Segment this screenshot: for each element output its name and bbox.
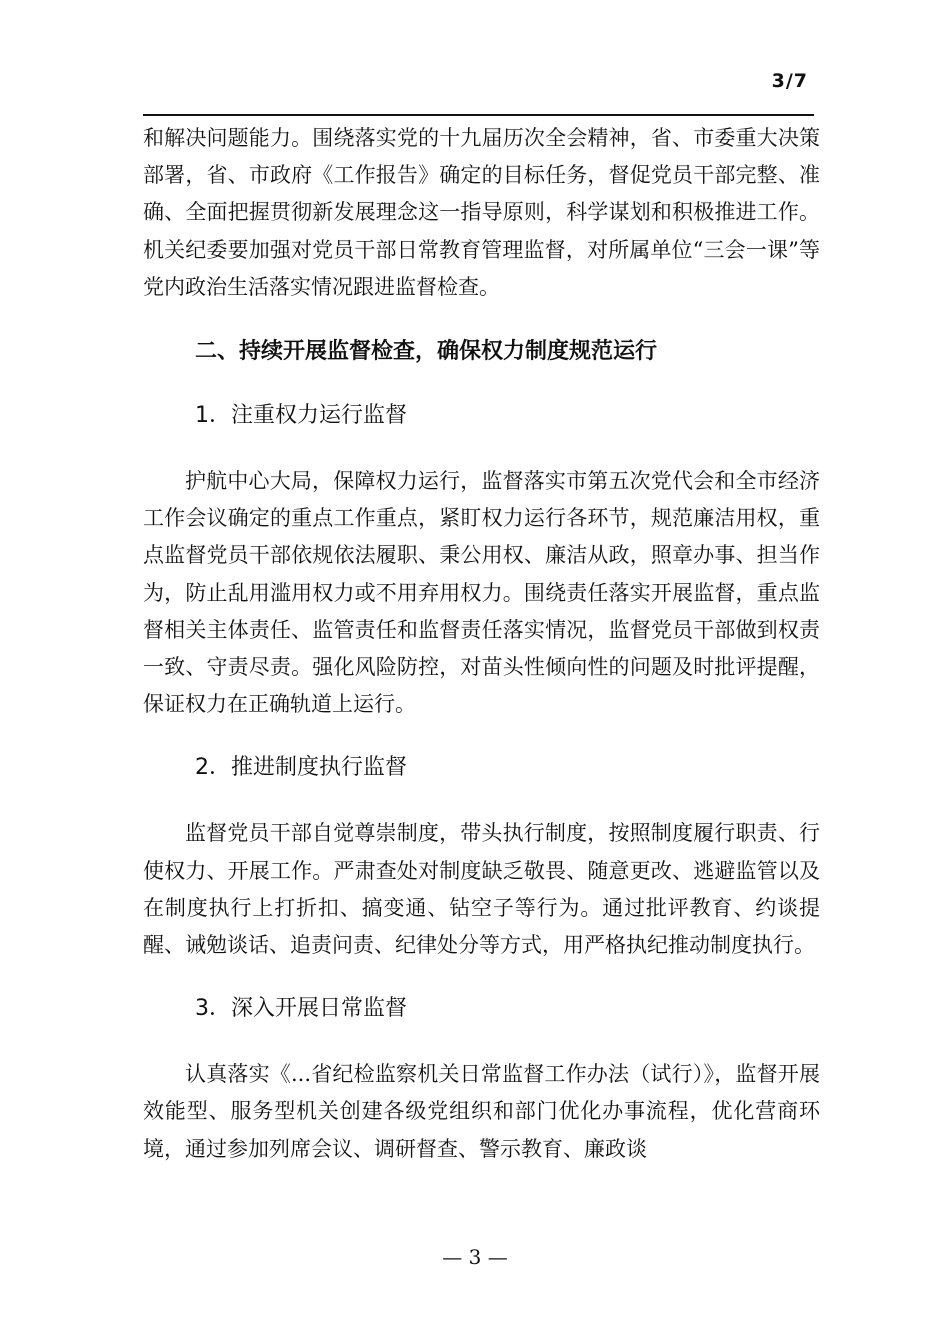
page-number-footer: — 3 — bbox=[442, 1245, 508, 1269]
header-divider bbox=[143, 114, 814, 116]
subsection-1-paragraph: 护航中心大局，保障权力运行，监督落实市第五次党代会和全市经济工作会议确定的重点工作重点，紧盯权力运行各环节，规范廉洁用权，重点监督党员干部依规依法履职、秉公用权、廉洁从政，照章办事、担当作为，防止乱用滥用权力或不用弃用权力。围绕责任落实开展监督，重点监督相关主体责任、监管责任和监督责任落实情况，监督党员干部做到权责一致、守责尽责。强化风险防控，对苗头性倾向性的问题及时批评提醒，保证权力在正确轨道上运行。 bbox=[143, 469, 820, 717]
section-2-heading: 二、持续开展监督检查，确保权力制度规范运行 bbox=[195, 339, 658, 365]
document-body bbox=[143, 120, 820, 1168]
subsection-2-heading: 2．推进制度执行监督 bbox=[195, 755, 407, 781]
page-counter: 3/7 bbox=[771, 70, 808, 92]
subsection-2-paragraph: 监督党员干部自觉尊崇制度，带头执行制度，按照制度履行职责、行使权力、开展工作。严肃查处对制度缺乏敬畏、随意更改、逃避监管以及在制度执行上打折扣、搞变通、钻空子等行为。通过批评教育、约谈提醒、诫勉谈话、追责问责、纪律处分等方式，用严格执纪推动制度执行。 bbox=[143, 821, 820, 958]
subsection-1-heading: 1．注重权力运行监督 bbox=[195, 403, 407, 429]
subsection-3-paragraph: 认真落实《...省纪检监察机关日常监督工作办法（试行）》，监督开展效能型、服务型机关创建各级党组织和部门优化办事流程，优化营商环境，通过参加列席会议、调研督查、警示教育、廉政谈 bbox=[143, 1062, 820, 1161]
intro-paragraph: 和解决问题能力。围绕落实党的十九届历次全会精神，省、市委重大决策部署，省、市政府《工作报告》确定的目标任务，督促党员干部完整、准确、全面把握贯彻新发展理念这一指导原则，科学谋划和积极推进工作。机关纪委要加强对党员干部日常教育管理监督，对所属单位“三会一课”等党内政治生活落实情况跟进监督检查。 bbox=[143, 126, 820, 299]
subsection-3-heading: 3．深入开展日常监督 bbox=[195, 996, 407, 1022]
